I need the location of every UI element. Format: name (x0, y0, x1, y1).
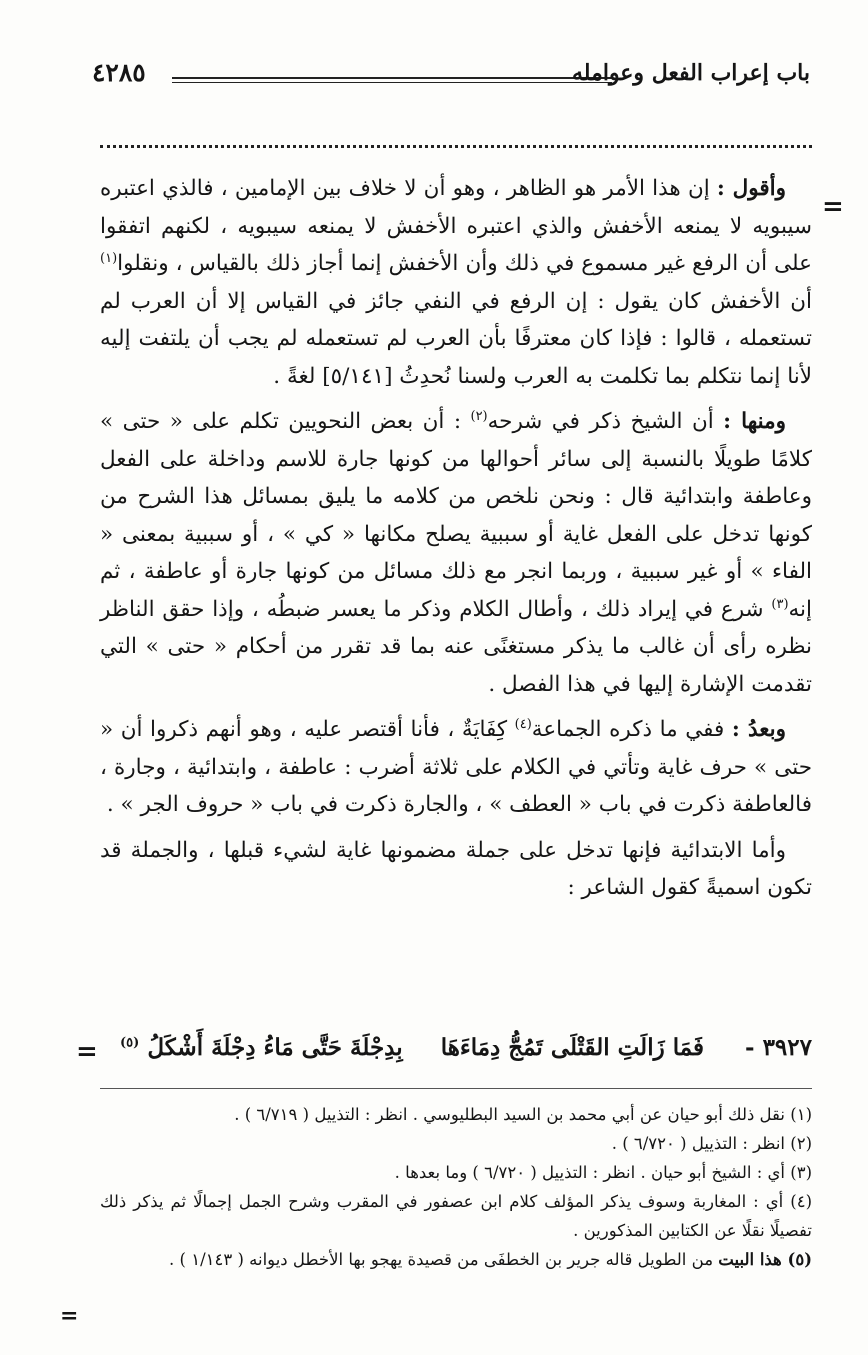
footnote-ref[interactable]: (٤) (514, 716, 532, 732)
margin-mark-verse: = (76, 1037, 98, 1067)
paragraph (100, 170, 812, 395)
verse-first-hemistich: فَمَا زَالَتِ القَتْلَى تَمُجُّ دِمَاءَهَا (440, 1034, 704, 1061)
footnote: (٤) أي : المغاربة وسوف يذكر المؤلف كلام ابن عصفور في المقرب وشرح الجمل إجمالًا ثم يذكر ذلك تفصيلًا نقلًا عن الكتابين المذكورين . (100, 1192, 812, 1240)
paragraph (100, 832, 812, 907)
paragraph-text: وأما الابتدائية فإنها تدخل على جملة مضمونها غاية لشيء قبلها ، والجملة قد تكون اسميةً كقول الشاعر : (100, 837, 812, 900)
verse-second-hemistich-text: بِدِجْلَةَ حَتَّى مَاءُ دِجْلَةَ أَشْكَلُ (147, 1034, 403, 1061)
paragraph-text: كِفَايَةٌ ، فأنا أقتصر عليه ، وهو أنهم ذكروا أن « حتى » حرف غاية وتأتي في الكلام على ثلاثة أضرب : عاطفة ، وابتدائية ، وجارة ، فالعاطفة ذكرت في باب « العطف » ، والجارة ذكرت في باب « حروف الجر » . (100, 717, 812, 817)
paragraph-text: أن الأخفش كان يقول : إن الرفع في النفي جائز في القياس إلا أن العرب لم تستعمله ، قالوا : فإذا كان معترفًا بأن العرب لم تستعمله لم يجب أن يلتفت إليه لأنا إنما نتكلم بما تكلمت به العرب ولسنا نُحدِثُ [٥/١٤١] لغةً . (100, 288, 812, 389)
main-text (100, 170, 812, 907)
paragraph-text: شرع في إيراد ذلك ، وأطال الكلام وذكر ما يعسر ضبطُه ، وإذا حقق الناظر نظره رأى أن غالب ما يذكر مستغنًى عنه بما قد تقرر من أحكام « حتى » التي تقدمت الإشارة إليها في هذا الفصل . (100, 596, 812, 697)
paragraph-lead: وأقول : (716, 176, 786, 201)
poetry-verse (100, 1034, 812, 1074)
footnote: (٢) انظر : التذييل ( ٦/٧٢٠ ) . (611, 1134, 812, 1153)
paragraph-lead: ومنها : (723, 409, 786, 434)
paragraph (100, 403, 812, 703)
paragraph-text: ففي ما ذكره الجماعة (531, 717, 732, 742)
footnote: (١) نقل ذلك أبو حيان عن أبي محمد بن السيد البطليوسي . انظر : التذييل ( ٦/٧١٩ ) . (234, 1105, 812, 1124)
footnote-text: من الطويل قاله جرير بن الخطفَى من قصيدة يهجو بها الأخطل ديوانه ( ١/١٤٣ ) . (169, 1250, 719, 1269)
footnote-lead: (٥) هذا البيت (718, 1250, 812, 1269)
footnotes (100, 1100, 812, 1274)
footnote-ref[interactable]: (٣) (771, 596, 789, 612)
verse-number: ٣٩٢٧ - (745, 1034, 812, 1061)
paragraph-text: إن هذا الأمر هو الظاهر ، وهو أن لا خلاف بين الإمامين ، فالذي اعتبره سيبويه لا يمنعه الأخفش والذي اعتبره الأخفش لا يمنعه سيبويه ، لكنهم اتفقوا على أن الرفع غير مسموع في ذلك وأن الأخفش إنما أجاز ذلك بالقياس ، ونقلوا (100, 176, 812, 276)
dotted-separator (100, 145, 812, 148)
chapter-title: باب إعراب الفعل وعوامله (571, 60, 810, 86)
footnote: (٣) أي : الشيخ أبو حيان . انظر : التذييل ( ٦/٧٢٠ ) وما بعدها . (394, 1163, 812, 1182)
running-header (92, 58, 810, 98)
footnote-ref[interactable]: (٢) (470, 408, 488, 424)
paragraph (100, 711, 812, 824)
header-rule (172, 77, 612, 79)
paragraph-text: : أن بعض النحويين تكلم على « حتى » كلامًا طويلًا بالنسبة إلى سائر أحوالها من كونها جارة للاسم وداخلة على الفعل وعاطفة وابتدائية قال : ونحن نلخص من كلامه ما يليق بمسائل هذا الشرح من كونها تدخل على الفعل غاية أو سببية يصلح مكانها « كي » ، أو سببية بمعنى « الفاء » أو غير سببية ، وربما انجر مع ذلك مسائل من كونها جارة أو عاطفة ، ثم إنه (100, 409, 812, 622)
paragraph-text: أن الشيخ ذكر في شرحه (487, 409, 724, 434)
verse-second-hemistich (120, 1034, 403, 1061)
margin-mark-top: = (822, 192, 844, 222)
margin-mark-footnote: = (60, 1303, 79, 1329)
page-number: ٤٢٨٥ (92, 58, 146, 87)
footnote-rule (100, 1088, 812, 1089)
footnote (100, 1245, 812, 1274)
footnote-ref[interactable]: (١) (100, 250, 118, 266)
paragraph-lead: وبعدُ : (731, 717, 786, 742)
footnote-ref[interactable]: (٥) (120, 1035, 140, 1051)
